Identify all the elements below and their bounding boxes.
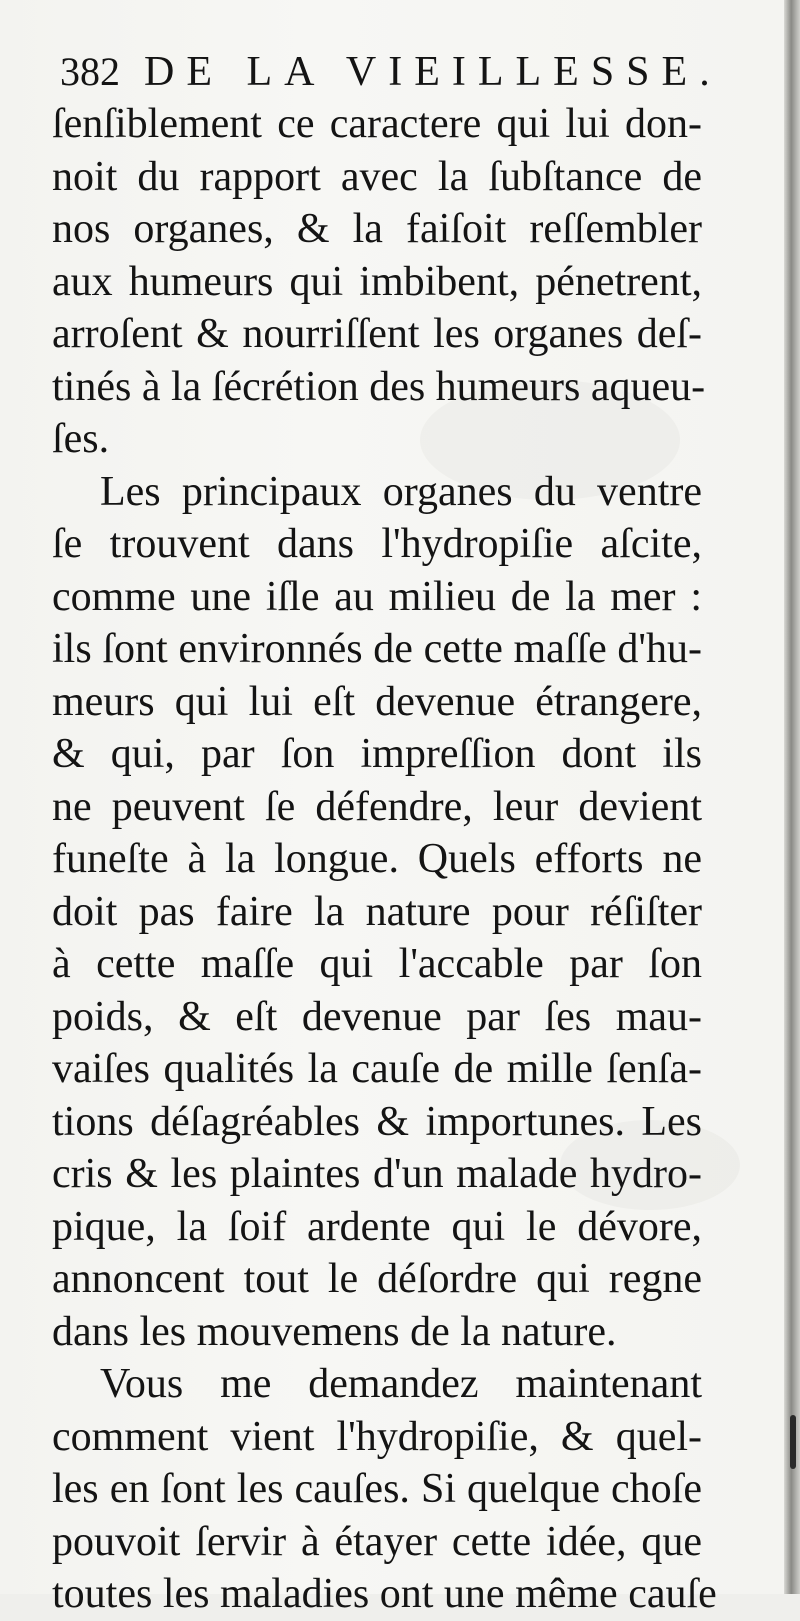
paragraph-start-line: Vous me demandez maintenant bbox=[100, 1361, 702, 1407]
text-line: funeſte à la longue. Quels efforts ne bbox=[52, 836, 702, 882]
text-line: les en ſont les cauſes. Si quelque choſe bbox=[52, 1466, 702, 1512]
text-line: comment vient l'hydropiſie, & quel- bbox=[52, 1413, 702, 1460]
running-title: DE LA VIEILLESSE. bbox=[144, 49, 722, 95]
text-line: doit pas faire la nature pour réſiſter bbox=[52, 888, 702, 935]
text-line: aux humeurs qui imbibent, pénetrent, bbox=[52, 258, 702, 305]
page-edge bbox=[784, 0, 800, 1594]
text-line: pouvoit ſervir à étayer cette idée, que bbox=[52, 1518, 702, 1565]
text-line: tions déſagréables & importunes. Les bbox=[52, 1098, 702, 1145]
text-line: meurs qui lui eſt devenue étrangere, bbox=[52, 678, 702, 725]
text-line: ſes. bbox=[52, 416, 110, 462]
text-line: noit du rapport avec la ſubſtance de bbox=[52, 153, 702, 200]
text-line: toutes les maladies ont une même cauſe bbox=[52, 1571, 717, 1617]
text-line: ſenſiblement ce caractere qui lui don- bbox=[52, 101, 702, 147]
body-text bbox=[52, 98, 717, 1621]
text-line: nos organes, & la faiſoit reſſembler bbox=[52, 206, 702, 252]
text-line: annoncent tout le déſordre qui regne bbox=[52, 1256, 702, 1302]
text-line: vaiſes qualités la cauſe de mille ſenſa- bbox=[52, 1046, 702, 1092]
text-line: cris & les plaintes d'un malade hydro- bbox=[52, 1151, 702, 1197]
edge-mark bbox=[790, 1415, 796, 1469]
text-line: ils ſont environnés de cette maſſe d'hu- bbox=[52, 626, 702, 672]
text-line: pique, la ſoif ardente qui le dévore, bbox=[52, 1203, 702, 1250]
running-header bbox=[60, 42, 722, 102]
text-line: ne peuvent ſe défendre, leur devient bbox=[52, 783, 702, 830]
text-line: poids, & eſt devenue par ſes mau- bbox=[52, 993, 702, 1040]
text-line: dans les mouvemens de la nature. bbox=[52, 1308, 617, 1355]
text-line: tinés à la ſécrétion des humeurs aqueu- bbox=[52, 363, 706, 410]
page-number: 382 bbox=[60, 49, 120, 94]
text-line: & qui, par ſon impreſſion dont ils bbox=[52, 731, 702, 777]
paragraph-start-line: Les principaux organes du ventre bbox=[100, 468, 702, 515]
text-line: comme une iſle au milieu de la mer : bbox=[52, 573, 702, 620]
text-line: ſe trouvent dans l'hydropiſie aſcite, bbox=[52, 521, 702, 567]
text-line: arroſent & nourriſſent les organes deſ- bbox=[52, 311, 702, 357]
text-line: à cette maſſe qui l'accable par ſon bbox=[52, 941, 702, 987]
